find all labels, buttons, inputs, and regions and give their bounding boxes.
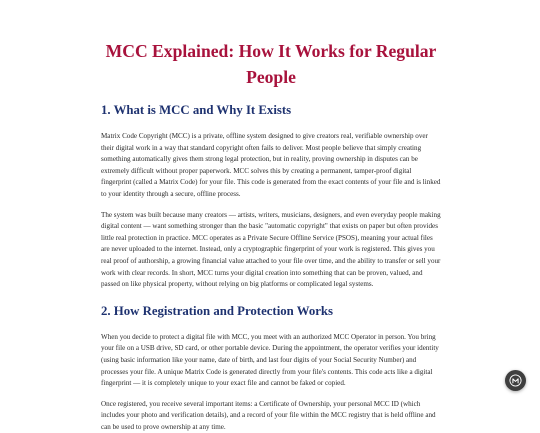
section-2-paragraph-2: Once registered, you receive several important items: a Certificate of Ownership, your personal MCC ID (which includes your photo and verification details), and a record of your file within the MCC registry that is held offline and can be used to prove ownership at any time. (101, 399, 436, 431)
section-2-paragraph-1: When you decide to protect a digital file with MCC, you meet with an authorized MCC Operator in person. You bring your file on a USB drive, SD card, or other portable device. During the appointment, the operator verifies your identity (using basic information like your name, date of birth, and last four digits of your Social Security Number) and processes your file. A unique Matrix Code is generated directly from your file's contents. This code acts like a digital fingerprint — it is completely unique to your exact file and cannot be faked or copied. (101, 332, 439, 388)
section-1-paragraph-2: The system was built because many creators — artists, writers, musicians, designers, and even everyday people making digital content — want something stronger than the basic "automatic copyright" that exists on paper but often provides little real protection in practice. MCC operates as a Private Secure Offline Service (PSOS), meaning your actual files are never uploaded to the internet. Instead, only a cryptographic fingerprint of your work is registered. This gives you real proof of authorship, a growing financial value attached to your file over time, and the ability to transfer or sell your work with clear records. In short, MCC turns your digital creation into something that can be proven, valued, and passed on like physical property, without relying on big platforms or complicated legal systems. (101, 210, 441, 289)
article (101, 38, 441, 433)
m-logo-icon (509, 374, 522, 387)
section-1-paragraph-1: Matrix Code Copyright (MCC) is a private, offline system designed to give creators real, verifiable ownership over their digital work in a way that standard copyright often fails to deliver. Most people believe that simply creating something automatically gives them strong legal protection, but in reality, proving ownership in disputes can be extremely difficult without proper paperwork. MCC solves this by creating a permanent, tamper-proof digital fingerprint (called a Matrix Code) for your file. This code is generated from the exact contents of your file and is linked to your identity through a secure, offline process. (101, 132, 441, 198)
section-heading-what-is-mcc: 1. What is MCC and Why It Exists (101, 103, 292, 117)
page-title: MCC Explained: How It Works for Regular People (105, 41, 437, 87)
section-heading-registration: 2. How Registration and Protection Works (101, 303, 333, 318)
floating-menu-button[interactable] (505, 370, 526, 391)
